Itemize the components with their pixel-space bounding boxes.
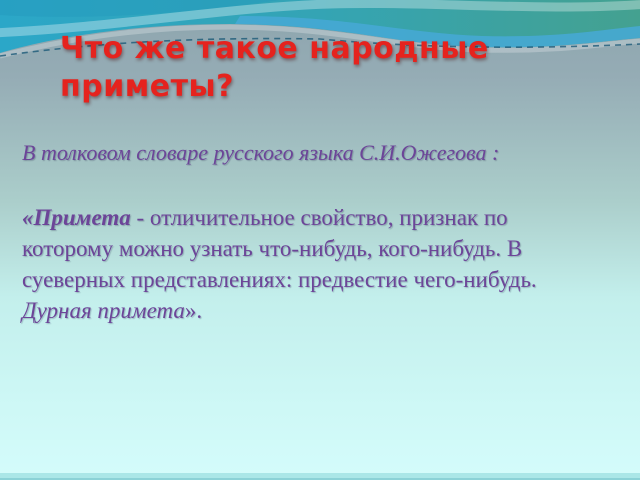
intro-line: В толковом словаре русского языка С.И.Ожегова : bbox=[22, 140, 500, 165]
title-line-2: приметы? bbox=[60, 69, 235, 104]
title-line-1: Что же такое народные bbox=[60, 31, 489, 66]
definition-example: Дурная примета bbox=[22, 298, 185, 323]
definition-term: «Примета bbox=[22, 205, 131, 230]
definition-body: - отличительное свойство, признак по которому можно узнать что-нибудь, кого-нибудь. В суеверных представлениях: предвестие чего-нибудь. bbox=[22, 205, 537, 292]
definition-close-quote: ». bbox=[184, 298, 203, 323]
slide-title bbox=[60, 30, 560, 106]
slide-body bbox=[22, 138, 587, 326]
definition-paragraph bbox=[22, 202, 587, 326]
